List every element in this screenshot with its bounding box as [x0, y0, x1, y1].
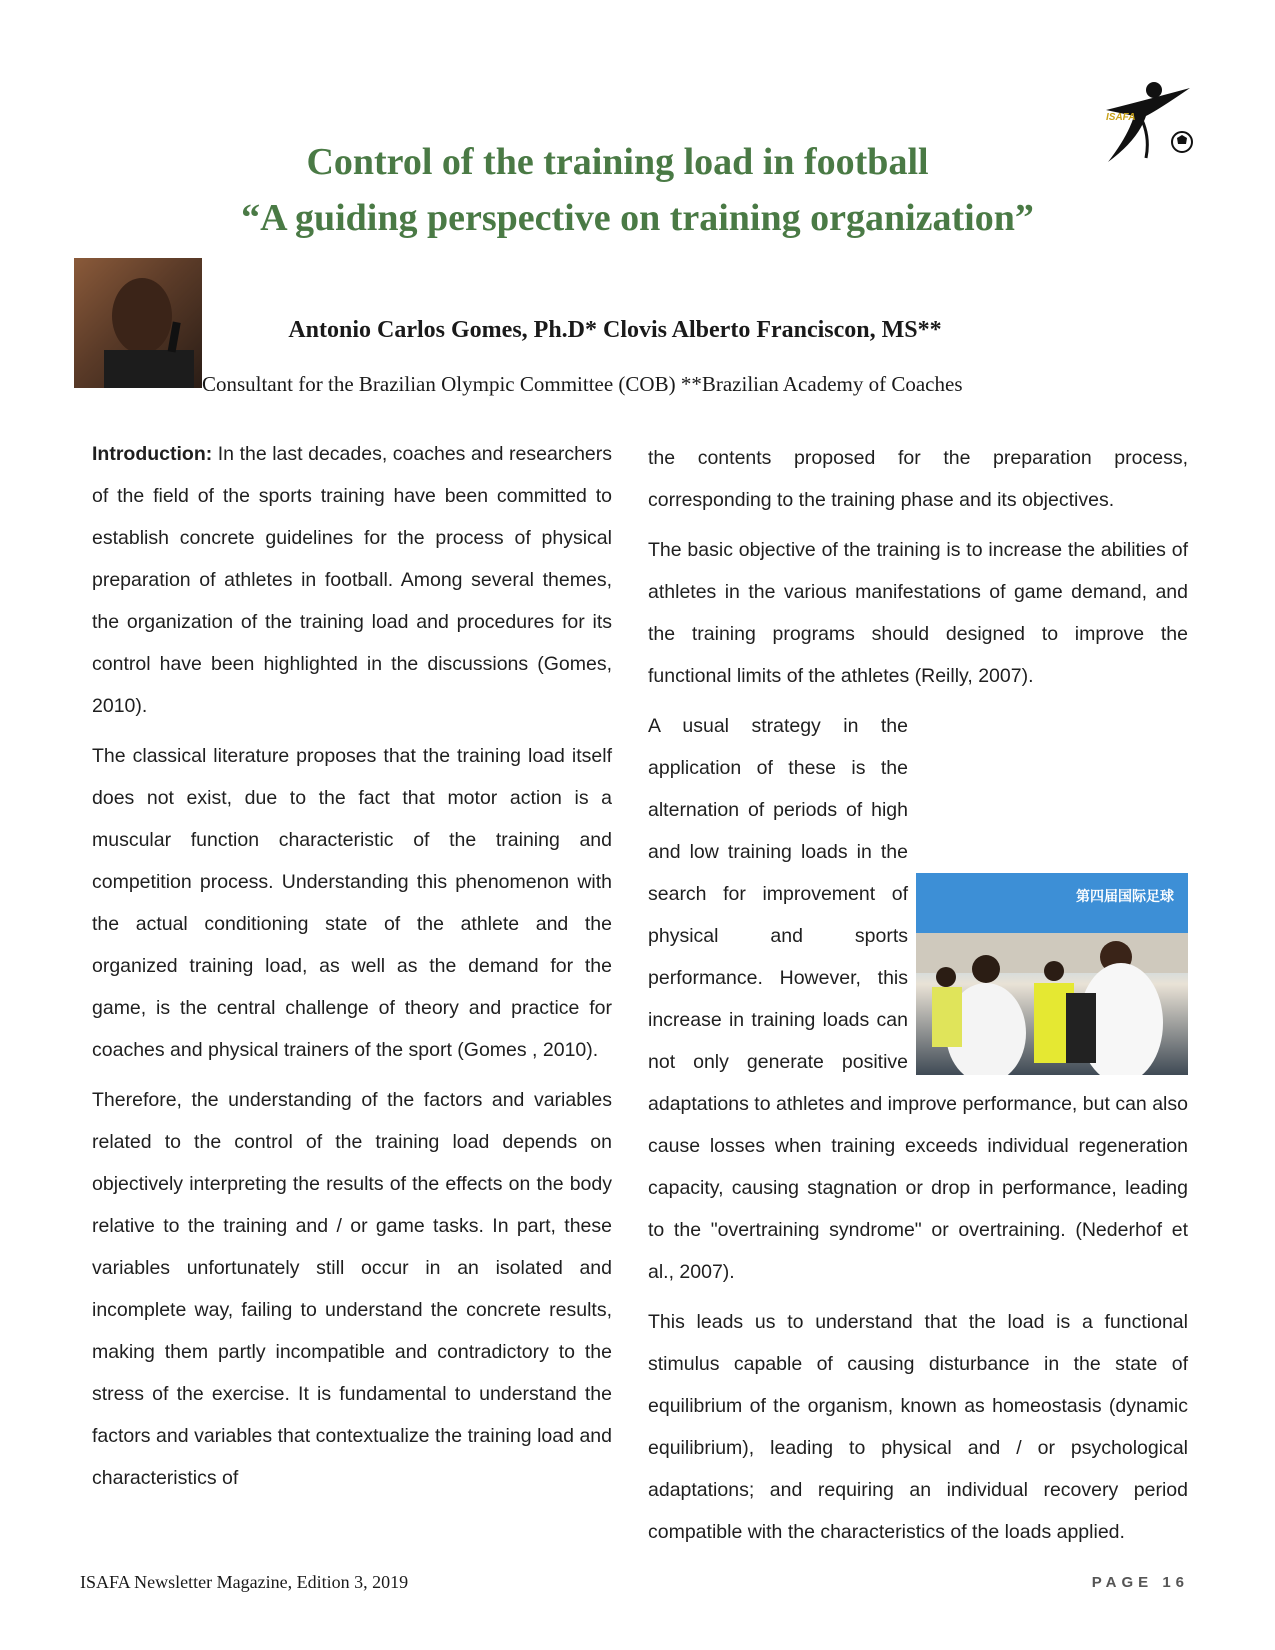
paragraph-text: A usual strategy in the application of these is the alternation of periods of high and low training loads in the search for improvement of physical and sports performance. However, this increase in training loads can not only generate positive adaptations to athletes and improve performance, but can also cause losses when training exceeds individual regeneration capacity, causing stagnation or drop in performance, leading to the "overtraining syndrome" or overtraining. (Nederhof et al., 2007). [648, 715, 1188, 1283]
intro-paragraph [92, 433, 612, 727]
left-column [92, 433, 612, 1507]
intro-text: In the last decades, coaches and researchers of the field of the sports training have been committed to establish concrete guidelines for the process of physical preparation of athletes in football. Among several themes, the organization of the training load and procedures for its control have been highlighted in the discussions (Gomes, 2010). [92, 443, 612, 717]
paragraph: Therefore, the understanding of the factors and variables related to the control of the training load depends on objectively interpreting the results of the effects on the body relative to the training and / or game tasks. In part, these variables unfortunately still occur in an isolated and incomplete way, failing to understand the concrete results, making them partly incompatible and contradictory to the stress of the exercise. It is fundamental to understand the factors and variables that contextualize the training load and characteristics of [92, 1089, 612, 1489]
page-number: PAGE 16 [1091, 1574, 1189, 1591]
svg-text:第四届国际足球: 第四届国际足球 [1076, 889, 1174, 905]
article-subtitle: “A guiding perspective on training organization” [241, 197, 1034, 239]
article-title: Control of the training load in football [306, 141, 929, 183]
paragraph: The basic objective of the training is to increase the abilities of athletes in the various manifestations of game demand, and the training programs should designed to improve the functional limits of the athletes (Reilly, 2007). [648, 539, 1188, 687]
paragraph [648, 705, 1188, 1293]
intro-lead: Introduction: [92, 443, 213, 465]
training-photo [916, 873, 1188, 1075]
affiliation: Consultant for the Brazilian Olympic Committee (COB) **Brazilian Academy of Coaches [202, 372, 963, 396]
right-column [648, 437, 1188, 1561]
svg-text:ISAFA: ISAFA [1106, 112, 1136, 123]
authors: Antonio Carlos Gomes, Ph.D* Clovis Alberto Franciscon, MS** [288, 317, 942, 343]
paragraph: the contents proposed for the preparation process, corresponding to the training phase and its objectives. [648, 447, 1188, 511]
paragraph: The classical literature proposes that the training load itself does not exist, due to the fact that motor action is a muscular function characteristic of the training and competition process. Understanding this phenomenon with the actual conditioning state of the athlete and the organized training load, as well as the demand for the game, is the central challenge of theory and practice for coaches and physical trainers of the sport (Gomes , 2010). [92, 745, 612, 1061]
paragraph: This leads us to understand that the load is a functional stimulus capable of causing disturbance in the state of equilibrium of the organism, known as homeostasis (dynamic equilibrium), leading to physical and / or psychological adaptations; and requiring an individual recovery period compatible with the characteristics of the loads applied. [648, 1311, 1188, 1543]
footer-publication: ISAFA Newsletter Magazine, Edition 3, 2019 [80, 1572, 409, 1592]
